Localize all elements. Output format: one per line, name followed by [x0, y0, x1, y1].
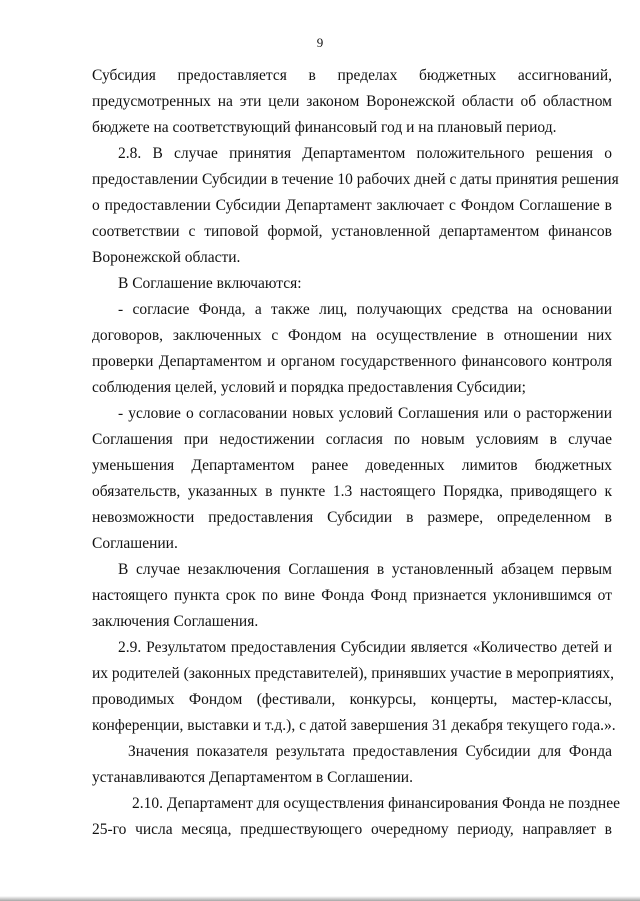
- text-line: Субсидия предоставляется в пределах бюджетных ассигнований,: [92, 67, 612, 84]
- text-line: предусмотренных на эти цели законом Воронежской области об областном: [92, 93, 612, 110]
- text-line: конференции, выставки и т.д.), с датой завершения 31 декабря текущего года.».: [92, 717, 616, 734]
- text-line: бюджете на соответствующий финансовый год и на плановый период.: [92, 119, 557, 136]
- text-line: о предоставлении Субсидии Департамент заключает с Фондом Соглашение в: [92, 197, 612, 214]
- text-line: соблюдения целей, условий и порядка предоставления Субсидии;: [92, 379, 526, 396]
- text-line: их родителей (законных представителей), принявших участие в мероприятиях,: [92, 665, 615, 682]
- text-line: Соглашении.: [92, 535, 178, 552]
- text-line: предоставлении Субсидии в течение 10 рабочих дней с даты принятия решения: [92, 171, 619, 188]
- text-line: 2.9. Результатом предоставления Субсидии является «Количество детей и: [118, 639, 612, 656]
- text-line: договоров, заключенных с Фондом на осуществление в отношении них: [92, 327, 612, 344]
- text-line: соответствии с типовой формой, установленной департаментом финансов: [92, 223, 612, 240]
- text-line: проверки Департаментом и органом государственного финансового контроля: [92, 353, 612, 370]
- text-line: 25-го числа месяца, предшествующего очередному периоду, направляет в: [92, 821, 612, 838]
- text-line: невозможности предоставления Субсидии в размере, определенном в: [92, 509, 612, 526]
- text-line: 2.8. В случае принятия Департаментом положительного решения о: [118, 145, 612, 162]
- text-line: Значения показателя результата предоставления Субсидии для Фонда: [128, 743, 612, 760]
- text-line: - условие о согласовании новых условий Соглашения или о расторжении: [118, 405, 612, 422]
- text-line: проводимых Фондом (фестивали, конкурсы, концерты, мастер-классы,: [92, 691, 612, 708]
- text-line: настоящего пункта срок по вине Фонда Фонд признается уклонившимся от: [92, 587, 612, 604]
- text-line: Соглашения при недостижении согласия по новым условиям в случае: [92, 431, 612, 448]
- text-line: устанавливаются Департаментом в Соглашении.: [92, 769, 413, 786]
- text-line: В Соглашение включаются:: [118, 275, 302, 292]
- page-number: 9: [316, 35, 324, 50]
- text-line: заключения Соглашения.: [92, 613, 259, 630]
- text-line: В случае незаключения Соглашения в установленный абзацем первым: [118, 561, 612, 578]
- text-line: 2.10. Департамент для осуществления финансирования Фонда не позднее: [132, 795, 620, 812]
- text-line: - согласие Фонда, а также лиц, получающих средства на основании: [118, 301, 612, 318]
- text-line: Воронежской области.: [92, 249, 241, 266]
- scan-edge-shadow: [0, 896, 640, 901]
- text-line: уменьшения Департаментом ранее доведенных лимитов бюджетных: [92, 457, 612, 474]
- text-line: обязательств, указанных в пункте 1.3 настоящего Порядка, приводящего к: [92, 483, 612, 500]
